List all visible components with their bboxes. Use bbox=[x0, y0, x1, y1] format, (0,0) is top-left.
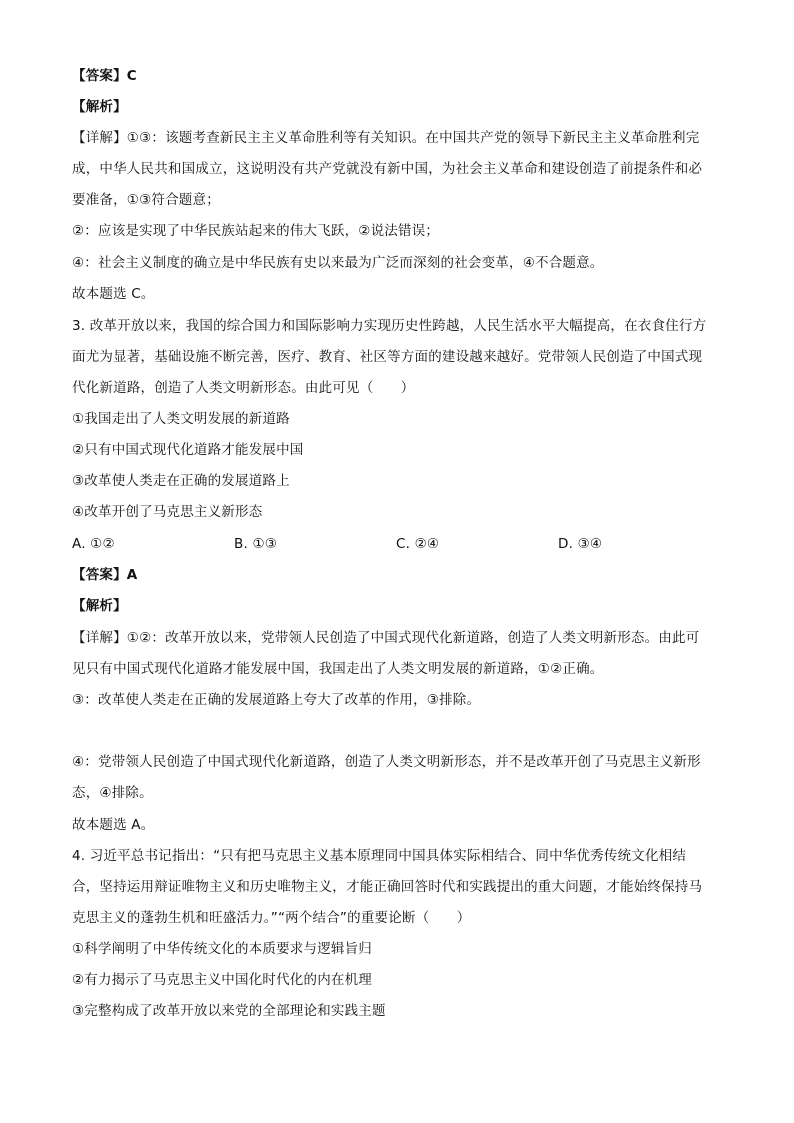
explanation-q2-line-5: ④：社会主义制度的确立是中华民族有史以来最为广泛而深刻的社会变革，④不合题意。 bbox=[72, 255, 604, 271]
explanation-q3-line-2: 见只有中国式现代化道路才能发展中国，我国走出了人类文明发展的新道路，①②正确。 bbox=[72, 661, 604, 677]
answer-label-q2: 【答案】C bbox=[72, 68, 137, 84]
explanation-q2-line-1: 【详解】①③：该题考查新民主主义革命胜利等有关知识。在中国共产党的领导下新民主主义革命胜利完 bbox=[72, 130, 700, 146]
question-3-statement-1: ①我国走出了人类文明发展的新道路 bbox=[72, 411, 290, 427]
question-3-stem-line-3: 代化新道路，创造了人类文明新形态。由此可见（ ） bbox=[72, 380, 415, 396]
question-4-stem-line-2: 合，坚持运用辩证唯物主义和历史唯物主义，才能正确回答时代和实践提出的重大问题，才能始终保持马 bbox=[72, 879, 703, 895]
question-3-stem-line-1: 3. 改革开放以来，我国的综合国力和国际影响力实现历史性跨越，人民生活水平大幅提高，在衣食住行方 bbox=[72, 318, 707, 334]
question-4-statement-2: ②有力揭示了马克思主义中国化时代化的内在机理 bbox=[72, 972, 373, 988]
question-4-stem-line-3: 克思主义的蓬勃生机和旺盛活力。”“两个结合”的重要论断（ ） bbox=[72, 910, 471, 926]
answer-label-q3: 【答案】A bbox=[72, 567, 138, 583]
explanation-q3-line-4: ④：党带领人民创造了中国式现代化新道路，创造了人类文明新形态，并不是改革开创了马克思主义新形 bbox=[72, 754, 701, 770]
analysis-label-q3: 【解析】 bbox=[72, 598, 127, 614]
question-4-stem-line-1: 4. 习近平总书记指出：“只有把马克思主义基本原理同中国具体实际相结合、同中华优秀传统文化相结 bbox=[72, 848, 687, 864]
question-3-statement-2: ②只有中国式现代化道路才能发展中国 bbox=[72, 442, 304, 458]
option-b: B. ①③ bbox=[234, 536, 278, 552]
explanation-q2-line-4: ②：应该是实现了中华民族站起来的伟大飞跃，②说法错误； bbox=[72, 223, 440, 239]
option-a: A. ①② bbox=[72, 536, 115, 552]
option-d: D. ③④ bbox=[558, 536, 603, 552]
question-4-statement-3: ③完整构成了改革开放以来党的全部理论和实践主题 bbox=[72, 1003, 386, 1019]
conclusion-q3: 故本题选 A。 bbox=[72, 817, 155, 833]
explanation-q2-line-3: 要准备，①③符合题意； bbox=[72, 192, 220, 208]
explanation-q3-line-3: ③：改革使人类走在正确的发展道路上夸大了改革的作用，③排除。 bbox=[72, 692, 481, 708]
explanation-q3-line-5: 态，④排除。 bbox=[72, 785, 153, 801]
question-3-stem-line-2: 面尤为显著，基础设施不断完善，医疗、教育、社区等方面的建设越来越好。党带领人民创造了中国式现 bbox=[72, 349, 703, 365]
question-3-statement-3: ③改革使人类走在正确的发展道路上 bbox=[72, 473, 290, 489]
analysis-label-q2: 【解析】 bbox=[72, 99, 127, 115]
question-3-statement-4: ④改革开创了马克思主义新形态 bbox=[72, 504, 263, 520]
question-3-options bbox=[72, 534, 724, 554]
explanation-q2-line-2: 成，中华人民共和国成立，这说明没有共产党就没有新中国，为社会主义革命和建设创造了前提条件和必 bbox=[72, 161, 703, 177]
option-c: C. ②④ bbox=[396, 536, 440, 552]
conclusion-q2: 故本题选 C。 bbox=[72, 286, 155, 302]
question-4-statement-1: ①科学阐明了中华传统文化的本质要求与逻辑旨归 bbox=[72, 941, 373, 957]
explanation-q3-line-1: 【详解】①②：改革开放以来，党带领人民创造了中国式现代化新道路，创造了人类文明新形态。由此可 bbox=[72, 630, 700, 646]
